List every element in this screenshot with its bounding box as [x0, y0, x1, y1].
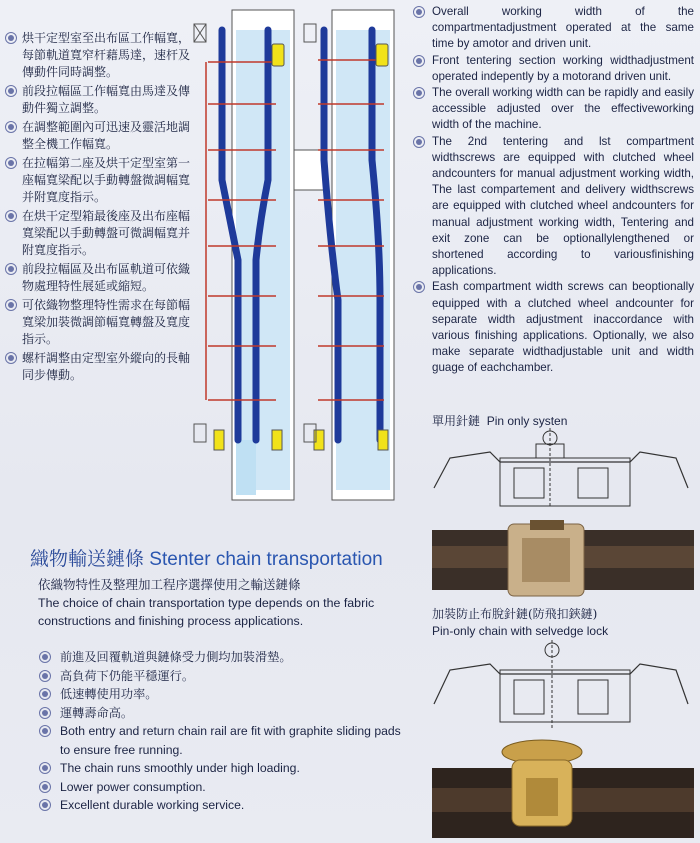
feature-text: The 2nd tentering and lst compartment widthscrews are equipped with clutched wheel andcounters for manual adjustment working width, The last compartement and delivery widthscrews are equipped with clutched wheel andcounters for manual adjustment working width, Tentering and exit zone can be optionallylengthened or shortened according to variousfinishing applications. [432, 134, 694, 278]
bullet-icon [5, 121, 17, 133]
list-item [4, 297, 190, 348]
list-item [4, 119, 190, 153]
feature-text: 可依織物整理特性需求在每節幅寬梁加裝微調節幅寬轉盤及寬度指示。 [22, 298, 191, 346]
feature-text: 高負荷下仍能平穩運行。 [60, 668, 195, 683]
feature-text: 運轉壽命高。 [60, 705, 134, 720]
list-item [38, 667, 408, 686]
feature-text: Overall working width of the compartmentadjustment operated at the same time by amotor and driven unit. [432, 5, 694, 51]
bullet-icon [413, 281, 425, 293]
bullet-icon [39, 762, 51, 774]
section-subtitle-zh: 依織物特性及整理加工程序選擇使用之輸送鏈條 [38, 577, 301, 592]
bullet-icon [413, 55, 425, 67]
selvedge-caption-zh [432, 605, 597, 622]
feature-text: 低速轉使用功率。 [60, 687, 158, 701]
bullet-icon [39, 670, 51, 682]
list-item [412, 53, 694, 85]
bullet-icon [5, 157, 17, 169]
feature-text: The overall working width can be rapidly and easily accessible adjusted over the effectiveworking width of the machine. [432, 86, 694, 132]
bullet-icon [39, 781, 51, 793]
bullet-icon [413, 87, 425, 99]
bullet-icon [39, 799, 51, 811]
list-item [38, 685, 408, 704]
section-title [30, 544, 383, 571]
feature-text: 前進及回覆軌道與鏈條受力側均加裝滑墊。 [60, 650, 292, 664]
bullet-icon [413, 136, 425, 148]
bullet-icon [5, 299, 17, 311]
list-item [4, 208, 190, 259]
bullet-icon [413, 6, 425, 18]
caption-zh: 加裝防止布脫針鏈(防飛扣鋏鏈) [432, 607, 598, 621]
list-item [38, 778, 408, 797]
bullet-icon [5, 210, 17, 222]
list-item [38, 704, 408, 723]
list-item [4, 30, 190, 81]
list-item [412, 4, 694, 53]
list-item [38, 759, 408, 778]
list-item [38, 722, 408, 759]
selvedge-chain-photo [432, 738, 694, 838]
pin-system-drawing [430, 428, 692, 518]
pin-system-caption [432, 412, 567, 429]
list-item [412, 279, 694, 376]
bullet-icon [39, 651, 51, 663]
bullet-icon [5, 85, 17, 97]
caption-en: Pin-only chain with selvedge lock [432, 624, 609, 638]
caption-zh: 單用針鏈 [432, 414, 481, 428]
feature-text: Excellent durable working service. [60, 798, 245, 812]
feature-text: Eash compartment width screws can beoptionally equipped with a clutched wheel andcounter for separate width adjustment inaccordance with various finishing applications. Optionally, we also make separate widthadjustable unit and width guage of eachchamber. [432, 280, 694, 375]
right-tenter-frame [304, 10, 394, 500]
feature-text: 在拉幅第二座及烘干定型室第一座幅寬梁配以手動轉盤微調幅寬并附寬度指示。 [22, 156, 191, 204]
feature-text: Lower power consumption. [60, 779, 206, 794]
feature-text: 前段拉幅區及出布區軌道可依織物處理特性展延或縮短。 [22, 262, 191, 293]
list-item [38, 796, 408, 815]
width-adjustment-diagram [180, 0, 410, 510]
feature-text: Both entry and return chain rail are fit with graphite sliding pads to ensure free running. [60, 724, 401, 757]
list-item [4, 83, 190, 117]
bullet-icon [39, 707, 51, 719]
feature-text: 在調整範圍內可迅速及靈活地調整全機工作幅寬。 [22, 120, 191, 151]
pin-chain-photo [432, 520, 694, 600]
bullet-icon [5, 263, 17, 275]
zh-feature-list [4, 30, 190, 386]
bullet-icon [5, 32, 17, 44]
bullet-icon [39, 688, 51, 700]
list-item [4, 261, 190, 295]
selvedge-lock-drawing [430, 640, 692, 736]
list-item [38, 648, 408, 667]
bullet-icon [39, 725, 51, 737]
list-item [412, 85, 694, 134]
feature-text: Front tentering section working widthadjustment operated indepently by a motorand driven unit. [432, 53, 694, 83]
section-title-zh: 織物輸送鏈條 [30, 548, 145, 570]
feature-text: The chain runs smoothly under high loading. [60, 761, 300, 775]
en-feature-list [412, 4, 694, 377]
selvedge-caption-en [432, 624, 608, 638]
section-description: The choice of chain transportation type depends on the fabric constructions and finishing process applications. [38, 596, 375, 628]
feature-text: 前段拉幅區工作幅寬由馬達及傳動件獨立調整。 [22, 84, 191, 115]
list-item [4, 155, 190, 206]
feature-text: 烘干定型室至出布區工作幅寬，每節軌道寬窄杆藉馬達，速杆及傳動件同時調整。 [22, 31, 191, 79]
chain-feature-list [38, 648, 408, 815]
feature-text: 螺杆調整由定型室外縱向的長軸同步傳動。 [22, 351, 191, 382]
section-title-en: Stenter chain transportation [149, 549, 383, 570]
list-item [412, 134, 694, 280]
list-item [4, 350, 190, 384]
left-tenter-frame [194, 10, 326, 500]
feature-text: 在烘干定型箱最後座及出布座幅寬梁配以手動轉盤可微調幅寬并附寬度指示。 [22, 209, 191, 257]
caption-en: Pin only systen [486, 414, 568, 428]
bullet-icon [5, 352, 17, 364]
